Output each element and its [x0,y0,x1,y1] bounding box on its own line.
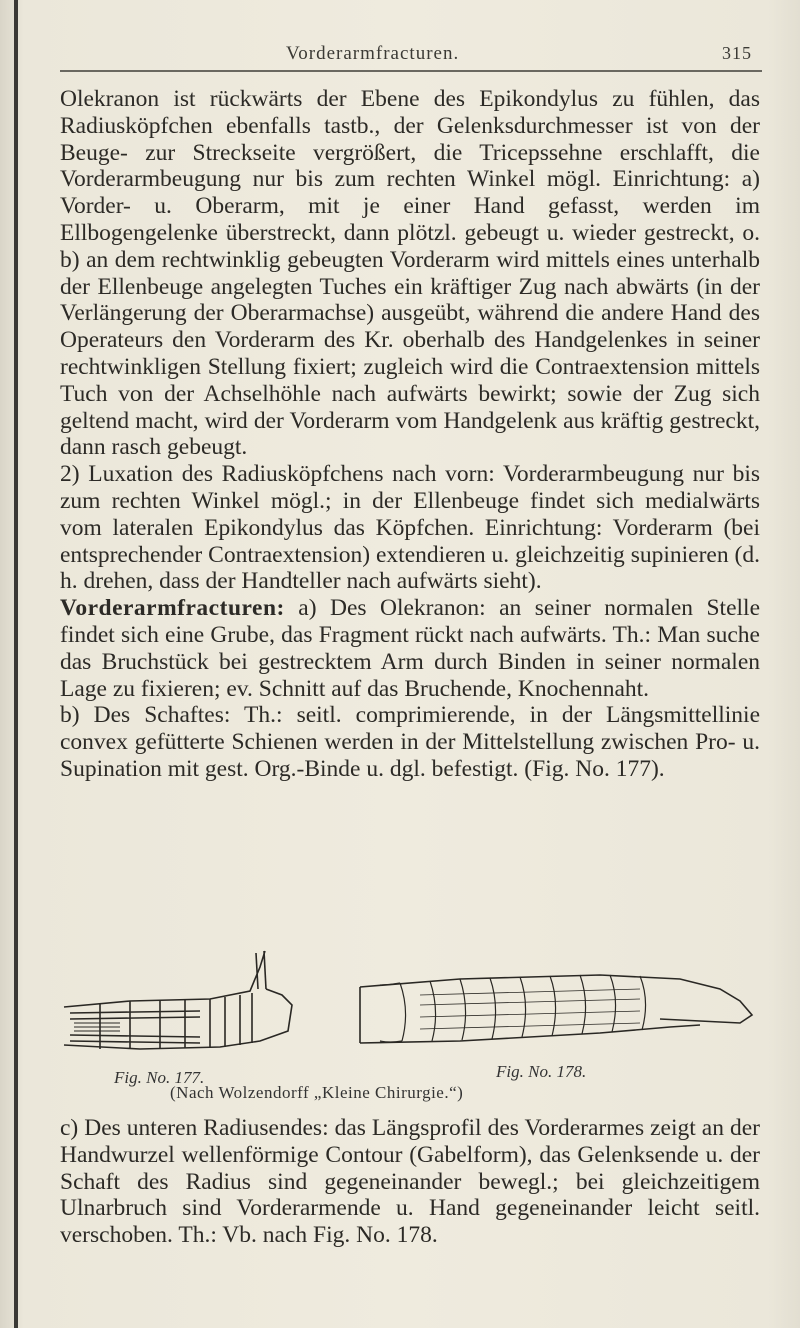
running-header [60,43,760,69]
page-spine-edge [14,0,18,1328]
figures-row [60,945,760,1073]
header-title: Vorderarmfracturen. [286,43,460,64]
paragraph-section-c: c) Des unteren Radiusendes: das Längsprofil des Vorderarmes zeigt an der Handwurzel wellenförmige Contour (Gabelform), das Gelenksende u. der Schaft des Radius sind gegeneinander bewegl.; bei gleichzeitigem Ulnarbruch sind Vorderarmende u. Hand gegeneinander leicht seitl. verschoben. Th.: Vb. nach Fig. No. 178. [60,1115,760,1249]
body-text [60,86,760,783]
figure-178-caption: Fig. No. 178. [496,1062,587,1081]
header-rule [60,70,762,72]
figure-source-note: (Nach Wolzendorff „Kleine Chirurgie.“) [170,1083,464,1102]
page-number: 315 [722,43,752,63]
paragraph-section-b: b) Des Schaftes: Th.: seitl. comprimierende, in der Längsmittellinie convex gefütterte Schienen werden in der Mittelstellung zwischen Pro- u. Supination mit gest. Org.-Binde u. dgl. befestigt. (Fig. No. 177). [60,702,760,782]
paragraph-olekranon-luxation: Olekranon ist rückwärts der Ebene des Epikondylus zu fühlen, das Radiusköpfchen ebenfalls tastb., der Gelenksdurchmesser ist von der Beuge- zur Streckseite vergrößert, die Tricepssehne erschlafft, die Vorderarmbeugung nur bis zum rechten Winkel mögl. Einrichtung: a) Vorder- u. Oberarm, mit je einer Hand gefasst, werden im Ellbogengelenke überstreckt, dann plötzl. gebeugt u. wieder gestreckt, o. b) an dem rechtwinklig gebeugten Vorderarm wird mittels eines unterhalb der Ellenbeuge angelegten Tuches ein kräftiger Zug nach abwärts (in der Verlängerung der Oberarmachse) ausgeübt, während die andere Hand des Operateurs den Vorderarm des Kr. oberhalb des Handgelenkes in seiner rechtwinkligen Stellung fixiert; zugleich wird die Contraextension mittels Tuch von der Achselhöhle nach aufwärts bewirkt; sowie der Zug sich geltend macht, wird der Vorderarm vom Handgelenk aus kräftig gestreckt, dann rasch gebeugt. [60,86,760,461]
section-a-text: a) Des Olekranon: an seiner normalen Stelle findet sich eine Grube, das Fragment rückt nach aufwärts. Th.: Man suche das Bruchstück bei gestrecktem Arm durch Binden in seiner normalen Lage zu fixieren; ev. Schnitt auf das Bruchende, Knochennaht. [60,595,760,702]
figure-178-illustration [340,945,770,1073]
paragraph-section-a [60,595,760,702]
body-text-continued [60,1115,760,1249]
paragraph-radius-luxation: 2) Luxation des Radiusköpfchens nach vorn: Vorderarmbeugung nur bis zum rechten Winkel mögl.; in der Ellenbeuge findet sich medialwärts vom lateralen Epikondylus das Köpfchen. Einrichtung: Vorderarm (bei entsprechender Contraextension) extendieren u. gleichzeitig supinieren (d. h. drehen, dass der Handteller nach aufwärts sieht). [60,461,760,595]
figure-177-illustration [60,945,310,1073]
section-heading: Vorderarmfracturen: [60,595,285,622]
figure-177-caption: Fig. No. 177. [114,1068,205,1087]
